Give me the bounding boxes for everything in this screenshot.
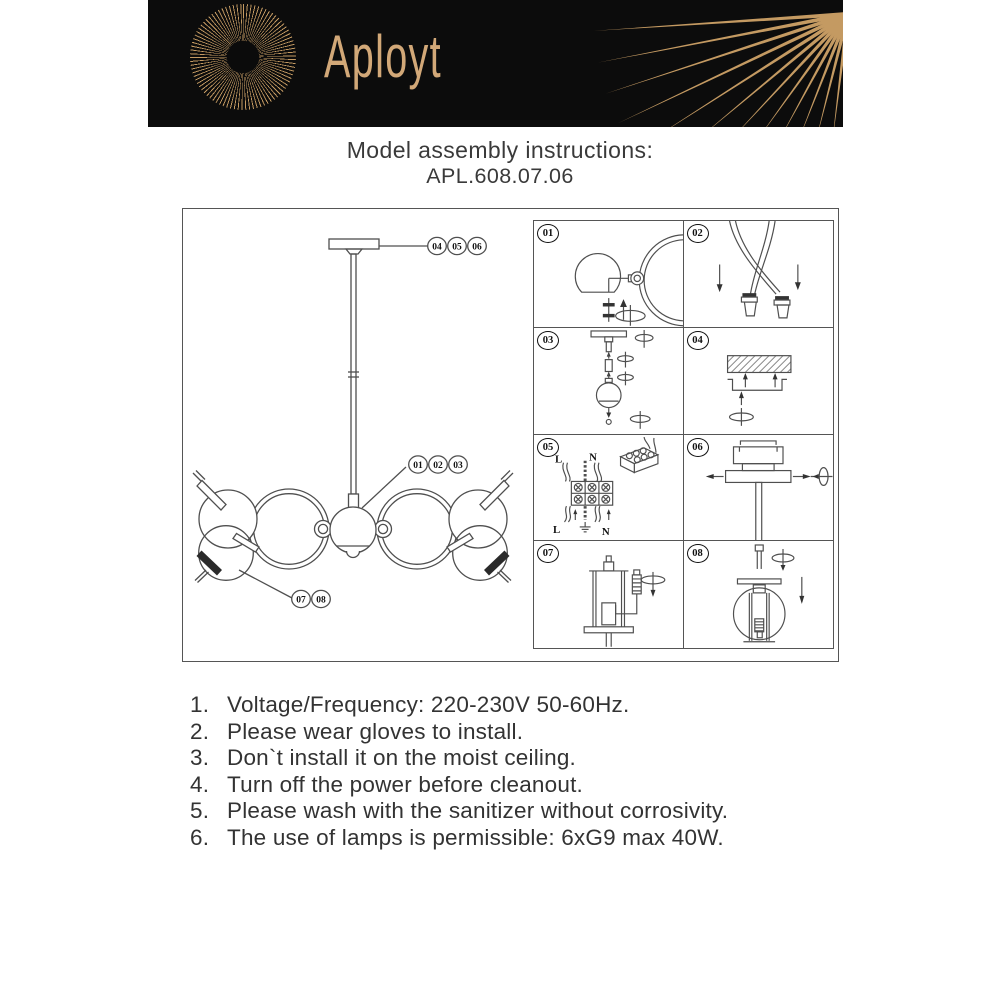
svg-text:L: L: [553, 523, 561, 536]
note-number: 2.: [190, 718, 210, 744]
step-06-cell: [684, 435, 834, 542]
canopy: [725, 446, 790, 540]
step-08-badge: 08: [687, 544, 709, 563]
down-rod: [348, 254, 359, 508]
note-item: [190, 692, 830, 719]
rotate-icon: [772, 549, 794, 571]
step-04-badge: 04: [687, 331, 709, 350]
steps-grid: [533, 220, 834, 649]
step-03-badge: 03: [537, 331, 559, 350]
svg-text:03: 03: [453, 461, 463, 471]
svg-text:07: 07: [296, 595, 306, 606]
step-07-cell: [534, 541, 684, 648]
note-item: [190, 798, 830, 825]
rotate-icon: [616, 305, 646, 326]
page-title: Model assembly instructions:: [346, 137, 654, 163]
svg-text:N: N: [601, 525, 610, 538]
step-05-badge: 05: [537, 438, 559, 457]
note-item: [190, 772, 830, 799]
rotate-icon: [810, 467, 832, 485]
callout-top: [379, 237, 486, 254]
notes-list: [190, 692, 830, 852]
svg-text:02: 02: [433, 461, 443, 471]
callout-middle: [362, 456, 467, 508]
model-number: APL.608.07.06: [426, 164, 574, 188]
chandelier-diagram: [183, 209, 534, 661]
step-05-cell: [534, 435, 684, 542]
terminal-block: [571, 481, 612, 505]
mounting-bracket: [727, 379, 786, 390]
step-01-badge: 01: [537, 224, 559, 243]
note-number: 5.: [190, 798, 210, 824]
note-text: Don`t install it on the moist ceiling.: [227, 745, 577, 771]
lamp-socket: [741, 293, 757, 316]
step-02-badge: 02: [687, 224, 709, 243]
step-04-cell: [684, 328, 834, 435]
svg-text:N: N: [589, 451, 597, 464]
note-text: The use of lamps is permissible: 6xG9 max 40W.: [227, 824, 724, 850]
left-lamp-spheres: [193, 471, 259, 583]
step-02-cell: [684, 221, 834, 328]
step-01-cell: [534, 221, 684, 328]
central-sphere: [330, 507, 376, 558]
svg-text:06: 06: [472, 242, 482, 253]
svg-text:08: 08: [316, 595, 326, 606]
step-07-badge: 07: [537, 544, 559, 563]
note-text: Please wear gloves to install.: [227, 718, 524, 744]
ceiling-plate: [329, 239, 379, 254]
brand-name: Aployt: [324, 23, 442, 90]
note-number: 3.: [190, 745, 210, 771]
g9-bulb: [616, 570, 642, 614]
callout-bottom: [239, 570, 330, 608]
note-text: Turn off the power before cleanout.: [227, 771, 583, 797]
note-item: [190, 719, 830, 746]
terminal-block-3d: [621, 436, 658, 472]
svg-text:04: 04: [432, 242, 442, 253]
lamp-socket: [774, 296, 790, 318]
corner-rays-icon: [148, 0, 843, 127]
rotate-icon: [641, 572, 665, 597]
svg-text:01: 01: [413, 461, 423, 471]
step-08-cell: [684, 541, 834, 648]
svg-text:05: 05: [452, 242, 462, 253]
diagram-box: [182, 208, 839, 662]
svg-text:L: L: [554, 453, 563, 466]
note-text: Please wash with the sanitizer without corrosivity.: [227, 798, 729, 824]
note-number: 6.: [190, 824, 210, 850]
right-lamp-spheres: [447, 471, 513, 583]
brand-banner: [148, 0, 843, 127]
step-06-badge: 06: [687, 438, 709, 457]
note-number: 1.: [190, 692, 210, 717]
ground-icon: [580, 521, 591, 531]
g9-bulb: [754, 619, 763, 638]
step-03-cell: [534, 328, 684, 435]
note-number: 4.: [190, 771, 210, 797]
note-item: [190, 745, 830, 772]
note-text: Voltage/Frequency: 220-230V 50-60Hz.: [227, 692, 630, 717]
note-item: [190, 825, 830, 852]
ceiling-block: [727, 355, 790, 372]
